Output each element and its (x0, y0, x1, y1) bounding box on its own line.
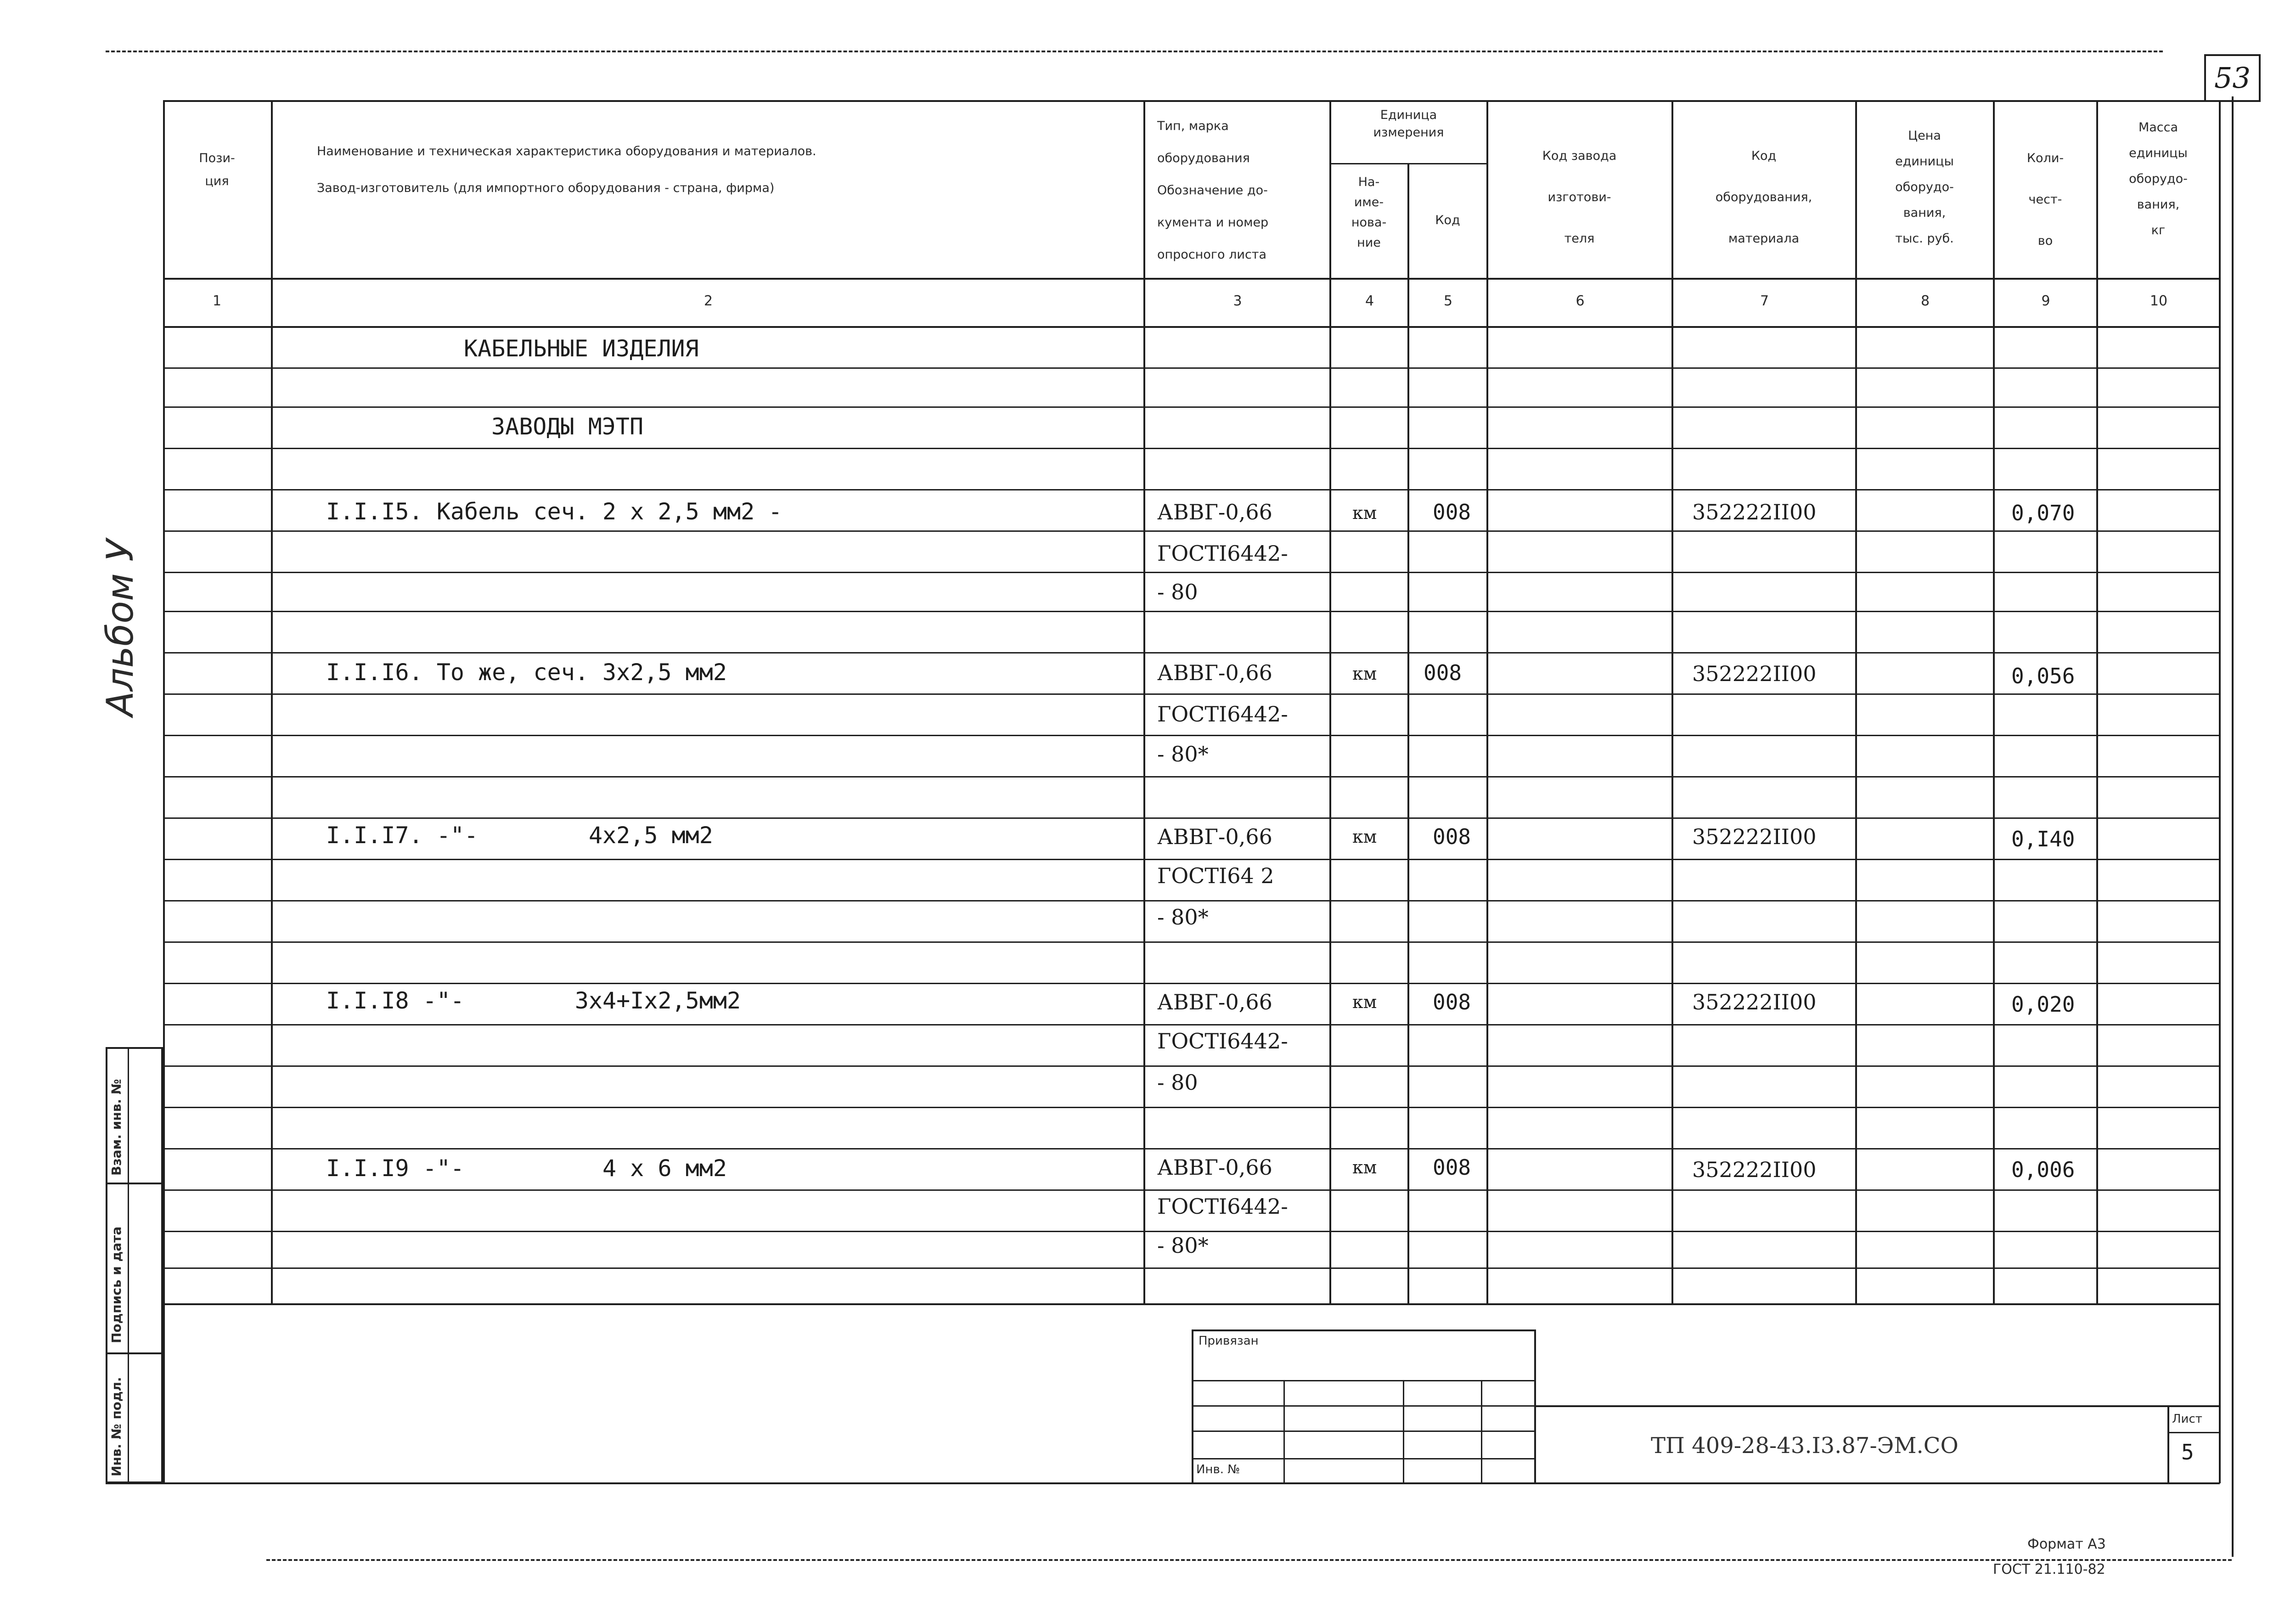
item-doc-line2: - 80 (1157, 580, 1198, 604)
frame-bottom (106, 1482, 2220, 1484)
column-number-10: 10 (2150, 293, 2168, 309)
sheet-box-mid (2167, 1432, 2219, 1433)
item-material-code: 352222II00 (1692, 1157, 1817, 1182)
row-line (163, 1065, 2219, 1067)
sheet-number: 5 (2181, 1440, 2194, 1465)
item-qty: 0,056 (2011, 664, 2075, 688)
stamp-inv-label: Инв. № (1196, 1463, 1240, 1476)
item-unit: км (1352, 992, 1377, 1012)
stamp-line (1192, 1431, 1536, 1432)
item-doc-line2: - 80* (1157, 1233, 1209, 1258)
left-strip-inv-podl: Инв. № подл. (109, 1377, 124, 1476)
item-doc-line1: ГОСТI6442- (1157, 1029, 1288, 1053)
column-number-6: 6 (1576, 293, 1585, 309)
row-line (163, 652, 2219, 653)
left-strip-row (106, 1352, 163, 1354)
col-line-7 (1855, 100, 1857, 1303)
row-line (163, 367, 2219, 369)
header-col2 (276, 138, 1139, 202)
column-number-9: 9 (2041, 293, 2050, 309)
header-col2-line1: Наименование и техническая характеристика оборудования и материалов. (317, 144, 816, 158)
header-col8: Цена единицы оборудо- вания, тыс. руб. (1895, 129, 1954, 246)
item-type: АВВГ-0,66 (1157, 824, 1272, 849)
item-qty: 0,020 (2011, 992, 2075, 1017)
item-type: АВВГ-0,66 (1157, 1155, 1272, 1180)
frame-top (163, 100, 2219, 102)
item-name: I.I.I7. -"- 4х2,5 мм2 (326, 822, 713, 849)
row-line (163, 1267, 2219, 1269)
row-line (163, 611, 2219, 612)
stamp-col (1403, 1380, 1404, 1483)
row-line (163, 1231, 2219, 1232)
row-line (163, 1148, 2219, 1149)
row-line (163, 900, 2219, 901)
row-line (163, 776, 2219, 777)
row-line (163, 735, 2219, 736)
item-qty: 0,070 (2011, 501, 2075, 525)
item-unit-code: 008 (1433, 990, 1471, 1014)
item-qty: 0,I40 (2011, 827, 2075, 851)
item-unit-code: 008 (1424, 660, 1462, 685)
item-material-code: 352222II00 (1692, 500, 1817, 524)
stamp-doc-top (1536, 1405, 2219, 1407)
stamp-line (1192, 1405, 1536, 1407)
left-strip-divider (128, 1047, 129, 1483)
header-col6: Код завода изготови- теля (1542, 149, 1617, 246)
header-col7: Код оборудования, материала (1715, 149, 1812, 246)
colnum-bottom-line (163, 326, 2219, 328)
item-doc-line1: ГОСТI6442- (1157, 1194, 1288, 1219)
row-line (163, 983, 2219, 984)
item-doc-line1: ГОСТI64 2 (1157, 863, 1274, 888)
item-unit: км (1352, 664, 1377, 684)
column-number-4: 4 (1365, 293, 1374, 309)
frame-right-outer (2232, 96, 2234, 1557)
header-col10: Масса единицы оборудо- вания, кг (2129, 120, 2188, 237)
col-line-6 (1671, 100, 1673, 1303)
header-col3-line5: опросного листа (1157, 248, 1267, 262)
col-line-9 (2096, 100, 2098, 1303)
item-material-code: 352222II00 (1692, 661, 1817, 686)
header-col3 (1148, 110, 1327, 271)
col-line-8 (1993, 100, 1995, 1303)
stamp-col (1283, 1380, 1285, 1483)
header-col3-line2: оборудования (1157, 151, 1250, 165)
item-name: I.I.I6. То же, сеч. 3х2,5 мм2 (326, 659, 727, 686)
item-unit: км (1352, 503, 1377, 523)
row-line (163, 941, 2219, 943)
item-doc-line2: - 80 (1157, 1070, 1198, 1095)
top-dashed-line (106, 51, 2163, 52)
row-line (163, 572, 2219, 573)
col-line-2 (1143, 100, 1145, 1303)
document-code: ТП 409-28-43.I3.87-ЭМ.СО (1651, 1433, 1958, 1459)
table-bottom-line (163, 1303, 2219, 1305)
item-material-code: 352222II00 (1692, 990, 1817, 1014)
item-unit: км (1352, 1157, 1377, 1177)
row-line (163, 489, 2219, 490)
col-line-3 (1329, 100, 1331, 1303)
header-col9: Коли- чест- во (2026, 151, 2064, 248)
row-line (163, 1189, 2219, 1191)
section-title: КАБЕЛЬНЫЕ ИЗДЕЛИЯ (464, 335, 699, 362)
item-name: I.I.I9 -"- 4 х 6 мм2 (326, 1155, 727, 1182)
item-qty: 0,006 (2011, 1157, 2075, 1182)
header-col3-line3: Обозначение до- (1157, 183, 1268, 197)
header-col5: Код (1435, 213, 1460, 227)
row-line (163, 859, 2219, 860)
item-type: АВВГ-0,66 (1157, 500, 1272, 524)
row-line (163, 817, 2219, 819)
header-col4: На- име- нова- ние (1351, 175, 1387, 250)
row-line (163, 1107, 2219, 1108)
row-line (163, 448, 2219, 449)
left-strip-podpis: Подпись и дата (109, 1226, 124, 1343)
sheet-box-left (2167, 1405, 2169, 1483)
footer-format: Формат А3 (2027, 1536, 2106, 1552)
header-col3-line4: кумента и номер (1157, 215, 1269, 230)
stamp-col (1481, 1380, 1482, 1483)
header-col1: Пози- ция (199, 151, 235, 188)
item-doc-line1: ГОСТI6442- (1157, 702, 1288, 727)
column-number-7: 7 (1760, 293, 1769, 309)
stamp-privyazan-label: Привязан (1199, 1334, 1259, 1348)
col-line-5 (1486, 100, 1488, 1303)
column-number-8: 8 (1920, 293, 1930, 309)
column-number-3: 3 (1233, 293, 1242, 309)
item-material-code: 352222II00 (1692, 824, 1817, 849)
item-unit-code: 008 (1433, 824, 1471, 849)
column-number-2: 2 (703, 293, 713, 309)
item-unit-code: 008 (1433, 1155, 1471, 1180)
item-name: I.I.I5. Кабель сеч. 2 х 2,5 мм2 - (326, 498, 782, 525)
frame-left (163, 100, 165, 1483)
header-bottom-line (163, 278, 2219, 280)
bottom-dashed-line (266, 1559, 2232, 1561)
stamp-line (1192, 1458, 1536, 1459)
column-number-5: 5 (1443, 293, 1453, 309)
row-line (163, 693, 2219, 695)
row-line (163, 406, 2219, 408)
subsection-title: ЗАВОДЫ МЭТП (491, 413, 644, 440)
item-doc-line2: - 80* (1157, 905, 1209, 929)
item-type: АВВГ-0,66 (1157, 660, 1272, 685)
frame-right (2219, 100, 2221, 1483)
album-label: Альбом У (99, 539, 141, 716)
header-col2-line2: Завод-изготовитель (для импортного оборудования - страна, фирма) (317, 181, 775, 195)
item-unit-code: 008 (1433, 500, 1471, 524)
item-doc-line2: - 80* (1157, 742, 1209, 766)
sheet-label: Лист (2172, 1412, 2202, 1426)
col-line-4 (1407, 163, 1409, 1303)
left-strip-row (106, 1183, 163, 1184)
stamp-line (1192, 1380, 1536, 1381)
item-type: АВВГ-0,66 (1157, 990, 1272, 1014)
footer-gost: ГОСТ 21.110-82 (1993, 1561, 2105, 1577)
header-unit-group: Единица измерения (1373, 108, 1444, 140)
item-name: I.I.I8 -"- 3х4+Iх2,5мм2 (326, 987, 741, 1014)
item-doc-line1: ГОСТI6442- (1157, 541, 1288, 566)
row-line (163, 1024, 2219, 1025)
item-unit: км (1352, 827, 1377, 847)
header-col3-line1: Тип, марка (1157, 119, 1229, 133)
left-strip-vzam: Взам. инв. № (109, 1079, 124, 1176)
col-line-1 (271, 100, 273, 1303)
row-line (163, 530, 2219, 532)
corner-sheet-number: 53 (2204, 54, 2261, 102)
column-number-1: 1 (212, 293, 222, 309)
